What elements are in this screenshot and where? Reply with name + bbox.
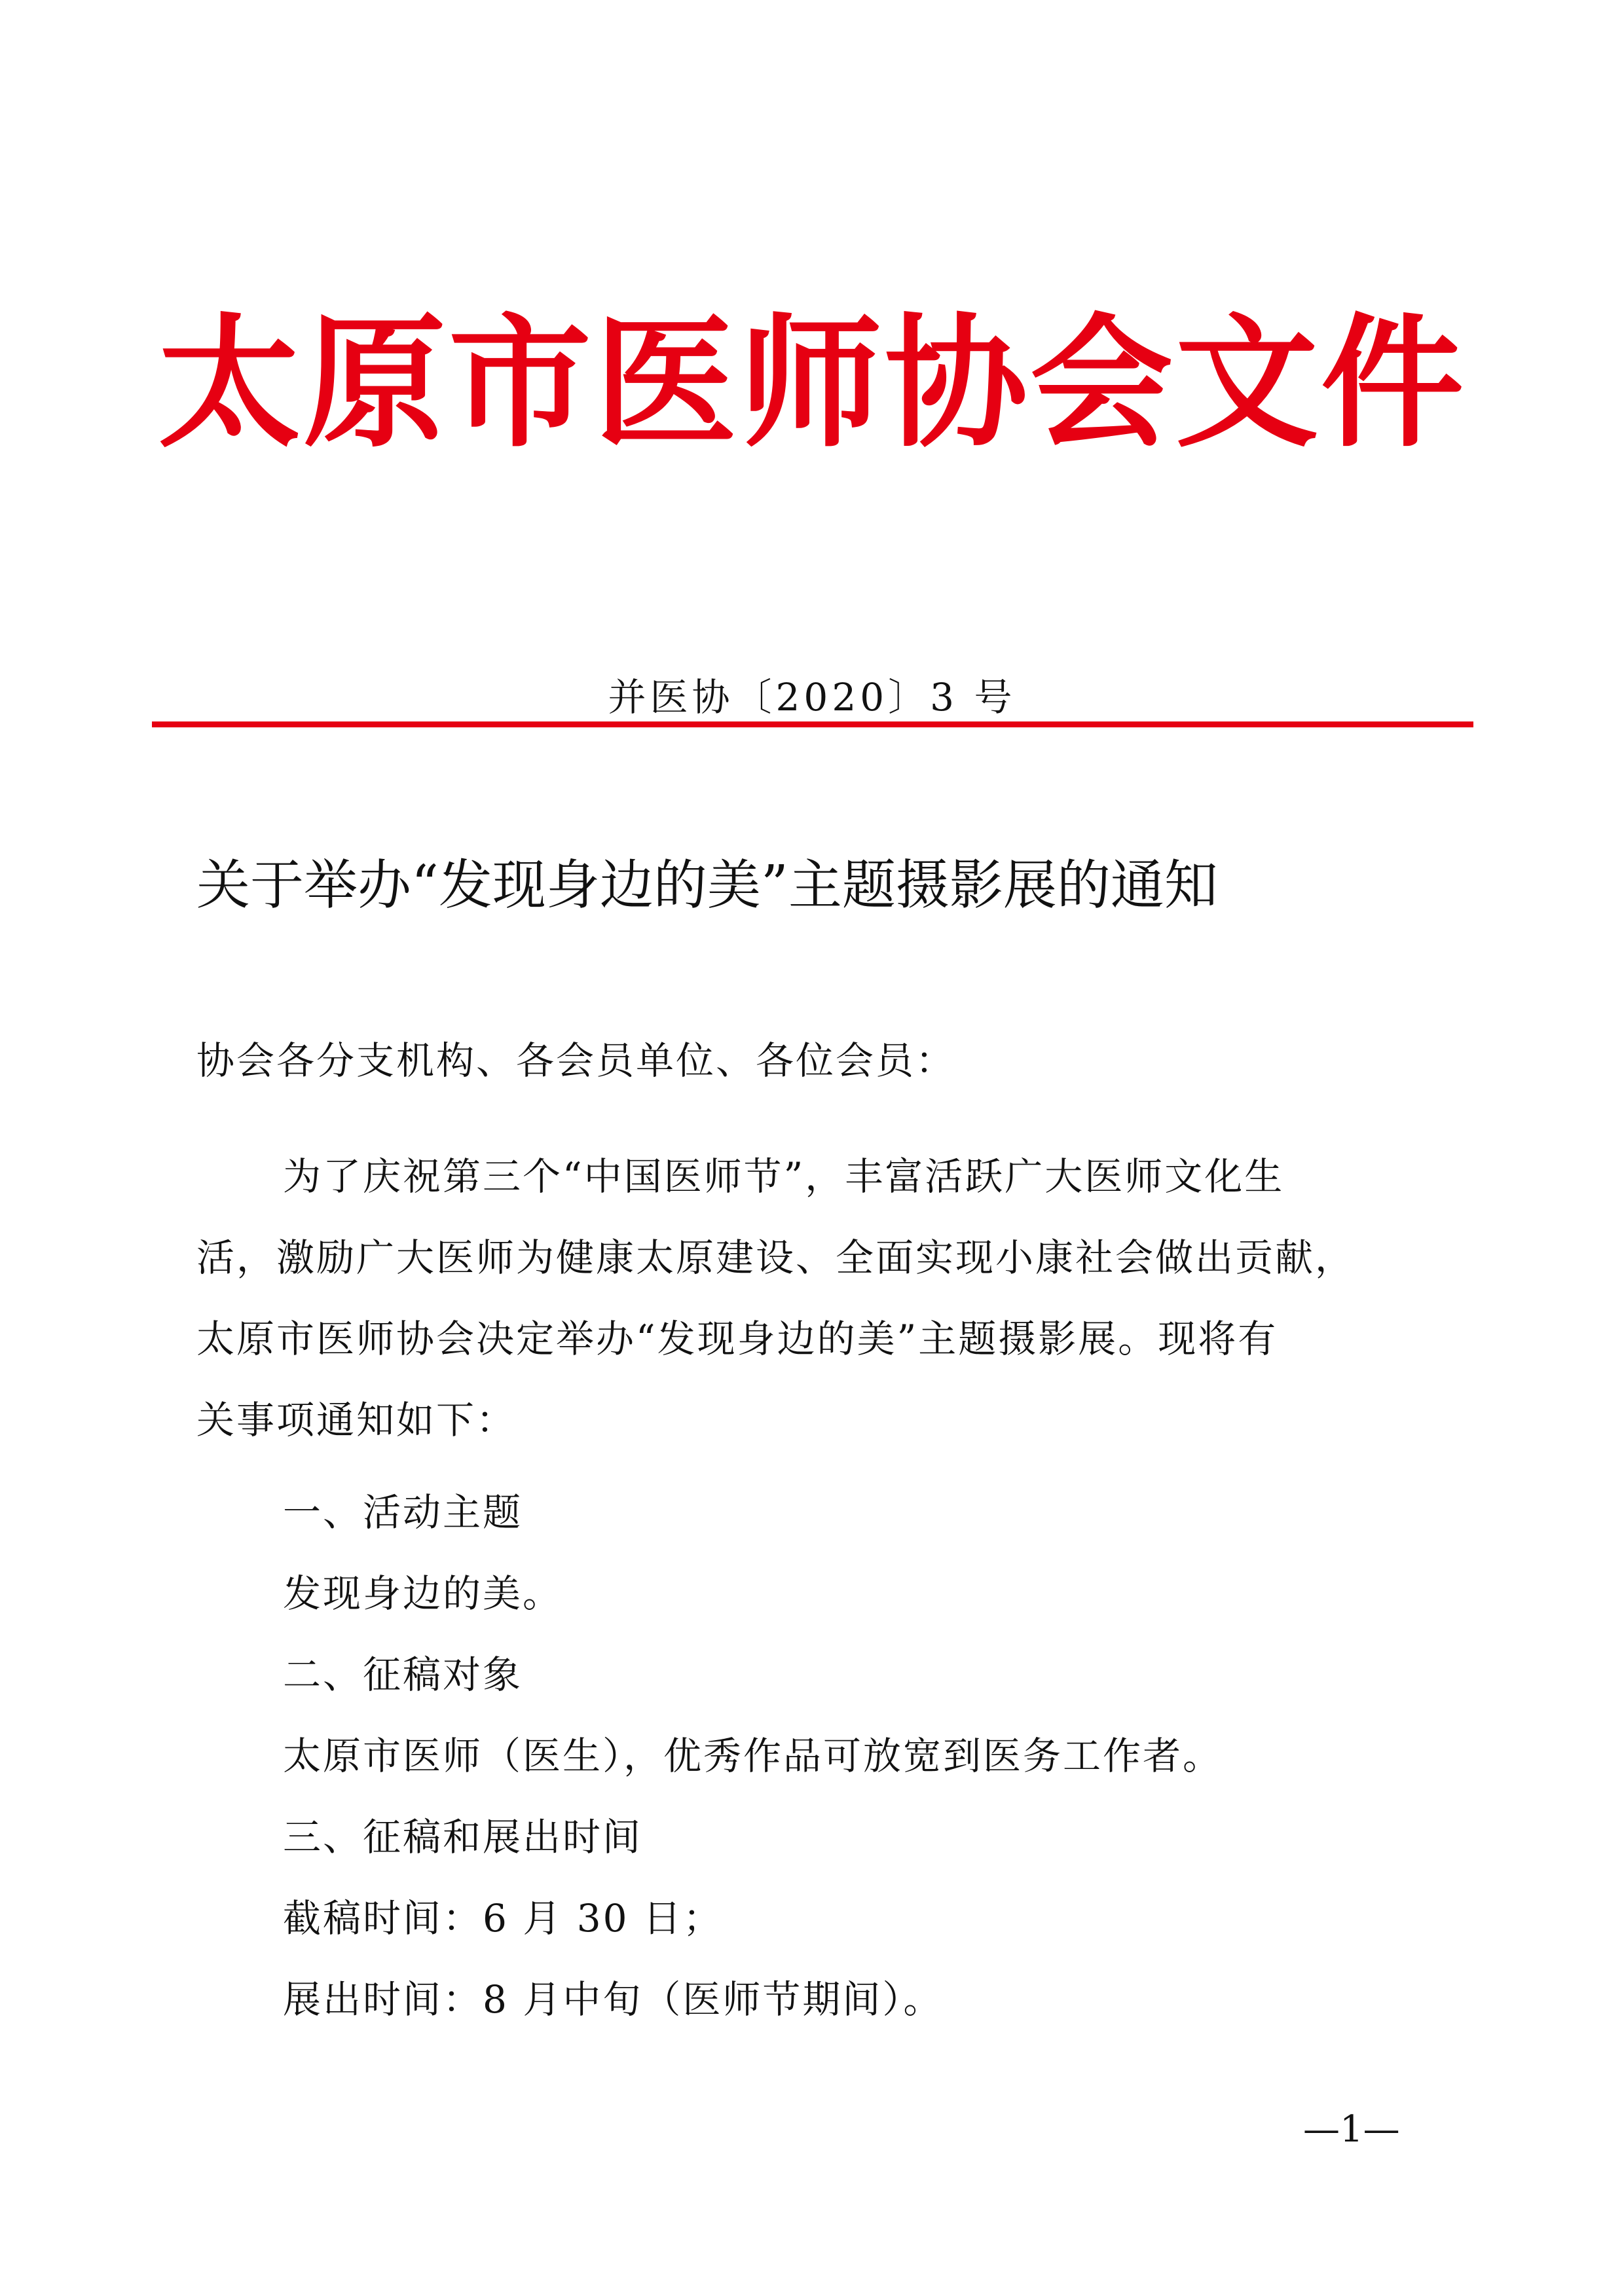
intro-line: 活，激励广大医师为健康太原建设、全面实现小康社会做出贡献， [196, 1235, 1356, 1280]
masthead-title: 太原市医师协会文件 [158, 299, 1466, 467]
intro-line: 关事项通知如下： [196, 1398, 517, 1442]
section-heading-dates: 三、征稿和展出时间 [283, 1815, 643, 1859]
section-text-audience: 太原市医师（医生），优秀作品可放宽到医务工作者。 [283, 1734, 1223, 1778]
exhibition-date-text: 展出时间：8 月中旬（医师节期间）。 [283, 1977, 944, 2022]
document-number: 并医协〔2020〕3 号 [608, 675, 1016, 720]
intro-paragraph [196, 1136, 1441, 1461]
notice-title: 关于举办“发现身边的美”主题摄影展的通知 [196, 854, 1218, 917]
greeting-line: 协会各分支机构、各会员单位、各位会员： [196, 1038, 956, 1083]
page-number: —1— [1303, 2108, 1400, 2151]
intro-line: 为了庆祝第三个“中国医师节”，丰富活跃广大医师文化生 [283, 1154, 1285, 1199]
red-divider-rule [152, 721, 1473, 727]
section-text-theme: 发现身边的美。 [283, 1571, 563, 1616]
section-heading-audience: 二、征稿对象 [283, 1652, 523, 1697]
deadline-text: 截稿时间：6 月 30 日； [283, 1896, 724, 1941]
section-list [196, 1472, 1441, 2040]
intro-line: 太原市医师协会决定举办“发现身边的美”主题摄影展。现将有 [196, 1317, 1278, 1361]
section-heading-theme: 一、活动主题 [283, 1490, 523, 1535]
